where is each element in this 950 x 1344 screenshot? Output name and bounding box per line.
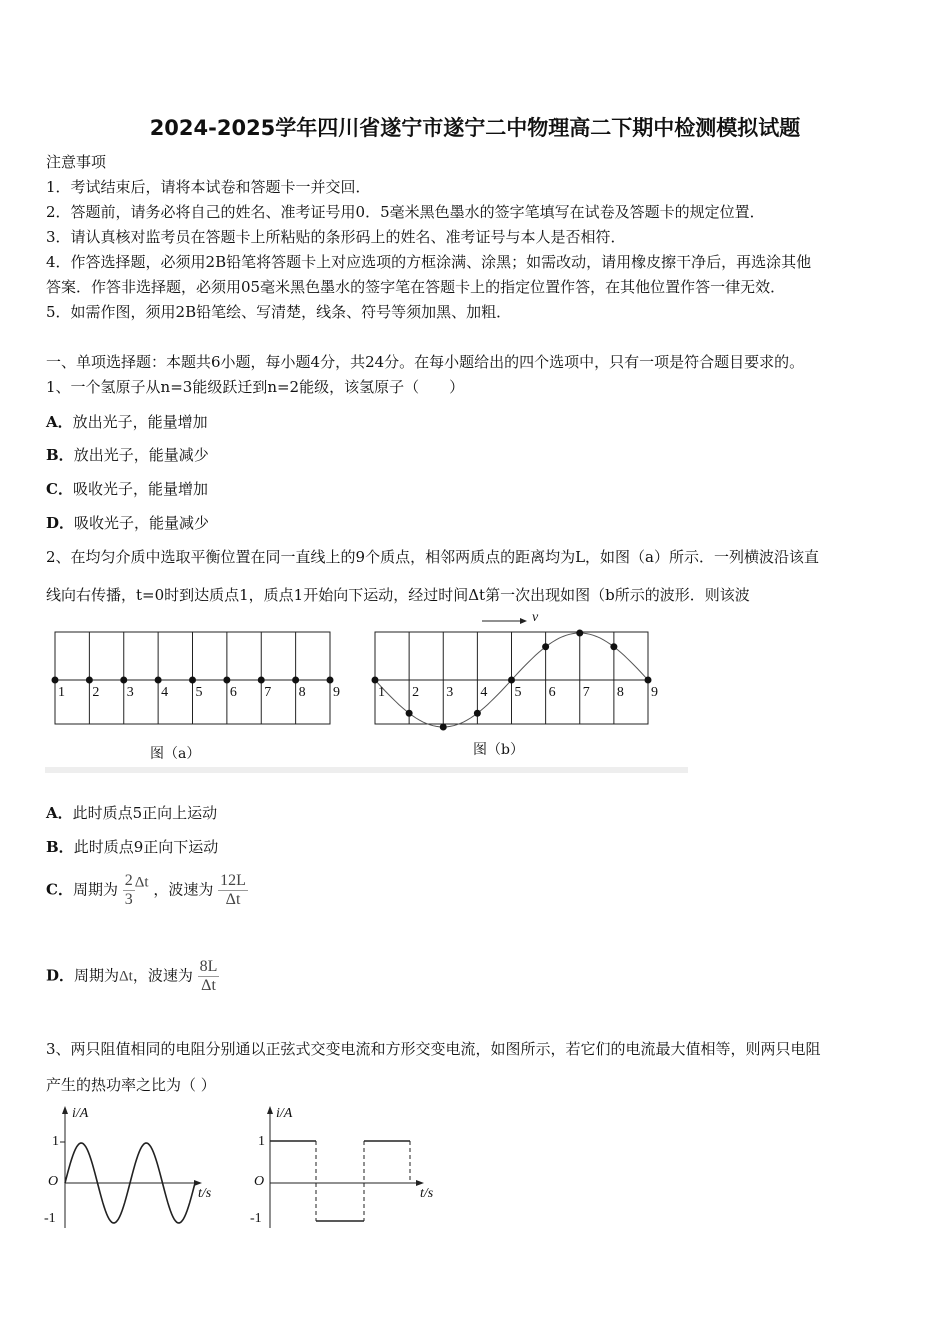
numerator: 12L [220,872,246,889]
y-axis-label: i/A [276,1106,293,1121]
particle-point [120,677,127,684]
particle-point [155,677,162,684]
option-text: 放出光子，能量增加 [72,413,208,431]
speed-fraction [198,958,220,995]
figure-a [52,632,334,724]
option-letter: D． [46,514,75,532]
point-label: 1 [58,685,65,700]
note-item: 1．考试结束后，请将本试卷和答题卡一并交回． [46,178,371,196]
point-label: 8 [616,685,624,700]
option-text: 周期为 [72,880,118,899]
particle-point [440,724,447,731]
numerator: 2 [124,872,133,889]
option-text: 周期为 [74,966,120,985]
figure-b-caption: 图（b） [473,742,524,758]
option-letter: A． [46,413,73,431]
option-text: 吸收光子，能量减少 [74,514,210,532]
denominator: 3 [124,891,133,908]
particle-point [474,710,481,717]
option-text: ，波速为 [153,880,214,899]
section-heading: 一、单项选择题：本题共6小题，每小题4分，共24分。在每小题给出的四个选项中，只有一项是符合题目要求的。 [46,353,805,371]
point-label: 3 [446,685,454,700]
question-3-stem: 3、两只阻值相同的电阻分别通以正弦式交变电流和方形交变电流，如图所示，若它们的电流最大值相等，则两只电阻 [46,1040,821,1058]
particle-point [542,643,549,650]
point-label: 2 [92,685,100,700]
option-letter: D． [46,966,75,985]
question-2-stem-cont: 线向右传播，t=0时到达质点1，质点1开始向下运动，经过时间Δt第一次出现如图（b所示的波形．则该波 [46,586,750,604]
denominator: Δt [201,977,216,994]
question-3-stem-cont: 产生的热功率之比为（ ） [46,1076,216,1094]
point-label: 4 [480,685,488,700]
question-2-stem: 2、在均匀介质中选取平衡位置在同一直线上的9个质点，相邻两质点的距离均为L，如图（a）所示．一列横波沿该直 [46,548,819,566]
q2-option-c [46,872,248,909]
figure-divider [45,767,688,773]
y-axis-arrow [62,1106,68,1114]
option-letter: B． [46,446,74,464]
y-axis-arrow [267,1106,273,1114]
origin-label: O [48,1174,59,1189]
figure-b [372,630,652,731]
note-item: 4．作答选择题，必须用2B铅笔将答题卡上对应选项的方框涂满、涂黑；如需改动，请用橡皮擦干净后，再选涂其他 [46,253,812,271]
point-label: 1 [378,685,385,700]
particle-point [223,677,230,684]
note-item: 5．如需作图，须用2B铅笔绘、写清楚，线条、符号等须加黑、加粗． [46,303,512,321]
speed-fraction [218,872,248,909]
particle-point [292,677,299,684]
square-current-figure [267,1106,424,1228]
particle-point [406,710,413,717]
figure-a-caption: 图（a） [150,746,201,762]
particle-point [372,677,379,684]
point-label: 2 [412,685,420,700]
tick-label: 1 [52,1134,59,1149]
notes-heading: 注意事项 [46,153,107,171]
option-letter: C． [46,480,73,498]
point-label: 7 [582,685,590,700]
tick-label: -1 [250,1211,262,1226]
x-axis-label: t/s [198,1186,212,1201]
x-axis-label: t/s [420,1186,434,1201]
note-item: 答案．作答非选择题，必须用05毫米黑色墨水的签字笔在答题卡上的指定位置作答，在其他位置作答一律无效． [46,278,786,296]
velocity-arrow [482,618,527,624]
origin-label: O [254,1174,265,1189]
option-text: 吸收光子，能量增加 [72,480,208,498]
note-item: 2．答题前，请务必将自己的姓名、准考证号用0．5毫米黑色墨水的签字笔填写在试卷及答题卡的规定位置． [46,203,765,221]
particle-point [645,677,652,684]
option-letter: C． [46,880,73,899]
q2-option-d [46,958,219,995]
question-1-stem: 1、一个氢原子从n=3能级跃迁到n=2能级，该氢原子（ ） [46,378,465,396]
velocity-label: v [532,610,539,625]
particle-point [576,630,583,637]
numerator: 8L [199,958,218,975]
point-label: 9 [651,685,658,700]
point-label: 6 [548,685,556,700]
point-label: 9 [333,685,340,700]
point-label: 8 [298,685,306,700]
particle-point [52,677,59,684]
page-title: 2024-2025学年四川省遂宁市遂宁二中物理高二下期中检测模拟试题 [149,116,801,140]
point-label: 5 [514,685,522,700]
point-label: 6 [229,685,237,700]
q2-option-b [46,836,218,857]
period-fraction [123,872,135,909]
particle-point [258,677,265,684]
particle-point [327,677,334,684]
option-letter: B． [46,838,74,856]
option-letter: A． [46,804,73,822]
period-value: Δt [119,968,133,985]
denominator: Δt [225,891,241,908]
particle-point [508,677,515,684]
particle-point [86,677,93,684]
particle-point [610,643,617,650]
option-text: 放出光子，能量减少 [73,446,209,464]
point-label: 5 [195,685,203,700]
point-label: 7 [264,685,272,700]
particle-point [189,677,196,684]
note-item: 3．请认真核对监考员在答题卡上所粘贴的条形码上的姓名、准考证号与本人是否相符． [46,228,626,246]
q2-option-a [46,802,217,823]
sine-current-figure [60,1106,202,1228]
tick-label: 1 [258,1134,265,1149]
tick-label: -1 [44,1211,56,1226]
point-label: 4 [161,685,169,700]
option-text: 此时质点9正向下运动 [73,838,219,856]
y-axis-label: i/A [72,1106,89,1121]
option-text: ，波速为 [132,966,193,985]
delta-t: Δt [134,874,149,891]
point-label: 3 [126,685,134,700]
option-text: 此时质点5正向上运动 [72,804,218,822]
